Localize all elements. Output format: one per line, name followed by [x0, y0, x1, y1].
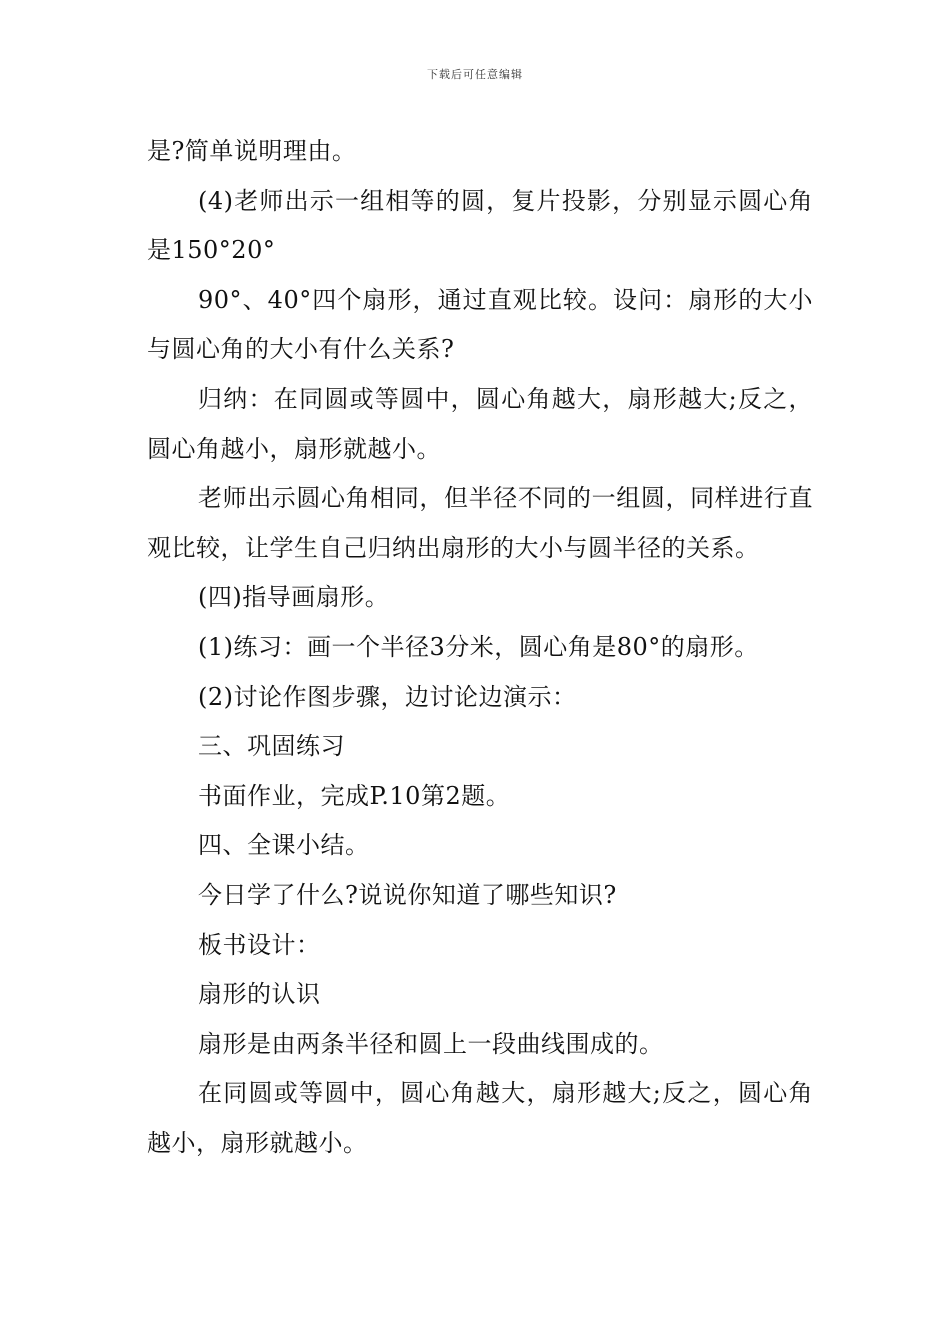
paragraph: 板书设计：	[198, 930, 321, 959]
paragraph: 书面作业，完成P.10第2题。	[198, 781, 511, 810]
paragraph: (4)老师出示一组相等的圆，复片投影，分别显示圆心角是150°20°	[147, 186, 813, 265]
paragraph: 老师出示圆心角相同，但半径不同的一组圆，同样进行直观比较，让学生自己归纳出扇形的大小与圆半径的关系。	[147, 484, 813, 562]
paragraph: 扇形是由两条半径和圆上一段曲线围成的。	[198, 1029, 664, 1058]
paragraph: 归纳：在同圆或等圆中，圆心角越大，扇形越大;反之，圆心角越小，扇形就越小。	[147, 384, 813, 463]
paragraph: 今日学了什么?说说你知道了哪些知识?	[198, 880, 617, 909]
paragraph: 在同圆或等圆中，圆心角越大，扇形越大;反之，圆心角越小，扇形就越小。	[147, 1079, 813, 1157]
document-body	[147, 127, 813, 1168]
board-title: 扇形的认识	[198, 980, 321, 1009]
section-heading: (四)指导画扇形。	[198, 583, 390, 612]
section-heading: 三、巩固练习	[198, 732, 345, 761]
section-heading: 四、全课小结。	[198, 831, 370, 860]
paragraph: (2)讨论作图步骤，边讨论边演示：	[198, 682, 577, 711]
paragraph: (1)练习：画一个半径3分米，圆心角是80°的扇形。	[198, 632, 759, 661]
paragraph: 是?简单说明理由。	[147, 137, 357, 165]
paragraph: 90°、40°四个扇形，通过直观比较。设问：扇形的大小与圆心角的大小有什么关系?	[147, 285, 813, 364]
page-header-note: 下载后可任意编辑	[427, 68, 523, 81]
